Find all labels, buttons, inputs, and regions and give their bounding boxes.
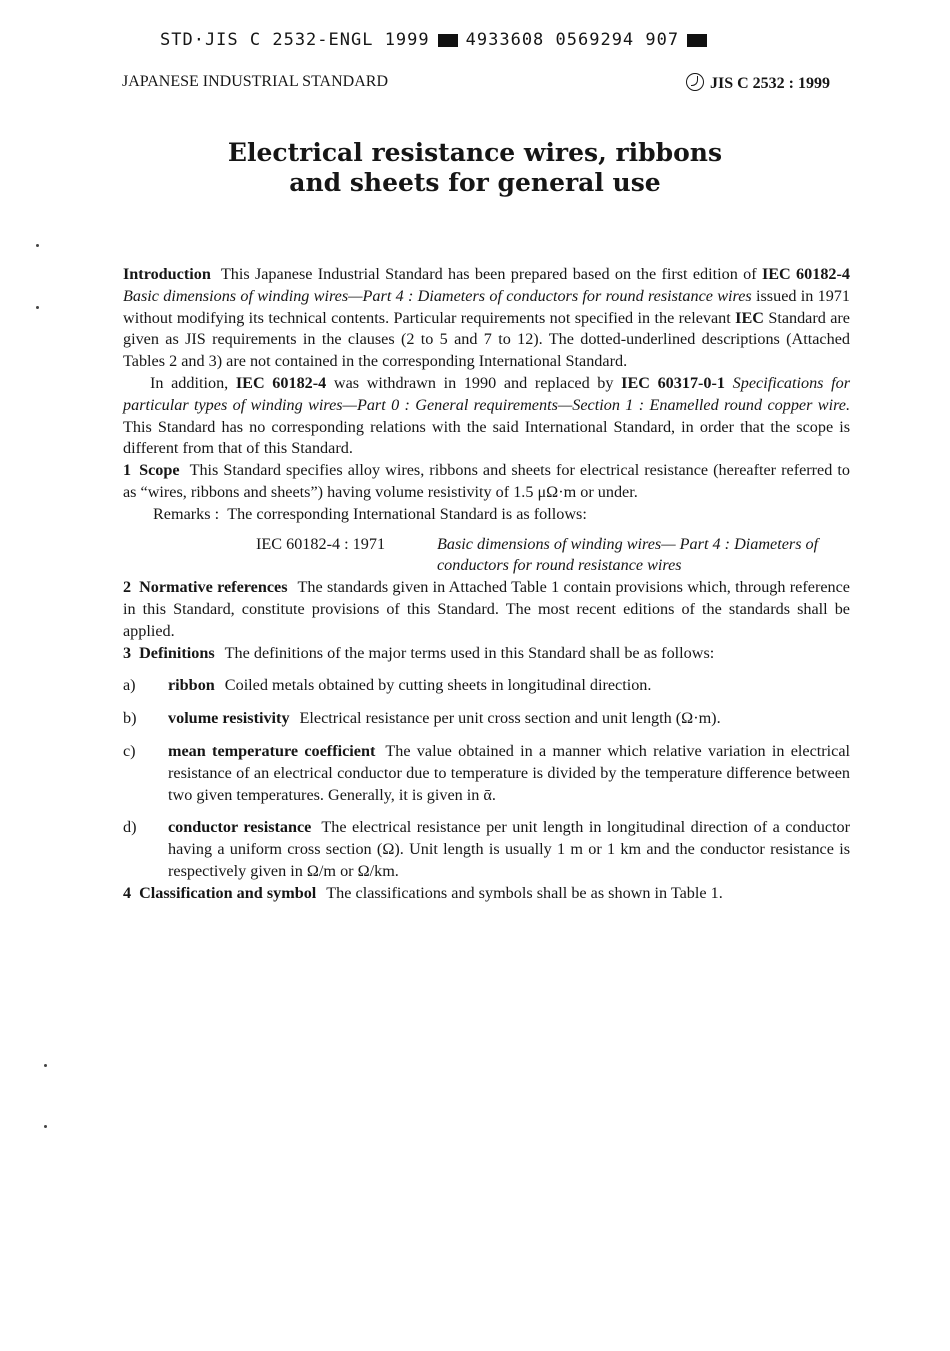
definition-item bbox=[123, 708, 850, 730]
standard-label: JAPANESE INDUSTRIAL STANDARD bbox=[122, 73, 388, 90]
definition-text: Coiled metals obtained by cutting sheets in longitudinal direction. bbox=[224, 676, 652, 695]
definition-item bbox=[123, 741, 850, 806]
normative-heading: Normative references bbox=[139, 578, 288, 597]
normative-references-paragraph bbox=[123, 577, 850, 642]
remarks-text: The corresponding International Standard is as follows: bbox=[227, 504, 587, 523]
scope-text: This Standard specifies alloy wires, ribbons and sheets for electrical resistance (hereafter referred to as “wires, ribbons and sheets”) having volume resistivity of 1.5 μΩ·m or under. bbox=[123, 461, 850, 501]
document-control-code bbox=[160, 30, 715, 50]
barcode-block-icon bbox=[438, 34, 458, 47]
definition-term: mean temperature coefficient bbox=[168, 741, 376, 760]
scan-speck bbox=[36, 244, 39, 247]
normative-number: 2 bbox=[123, 578, 132, 597]
jis-number-text: JIS C 2532 : 1999 bbox=[709, 75, 830, 92]
scope-number: 1 bbox=[123, 461, 132, 480]
definition-label: d) bbox=[123, 818, 137, 837]
classification-number: 4 bbox=[123, 883, 132, 902]
intro-ref-title: Basic dimensions of winding wires—Part 4 : Diameters of conductors for round resistance wires bbox=[123, 286, 752, 305]
title-line-2: and sheets for general use bbox=[289, 168, 661, 197]
definition-label: a) bbox=[123, 676, 136, 695]
classification-paragraph bbox=[123, 883, 850, 905]
definition-text: Electrical resistance per unit cross section and unit length (Ω·m). bbox=[299, 709, 721, 728]
definition-term: ribbon bbox=[168, 676, 215, 695]
classification-heading: Classification and symbol bbox=[139, 883, 317, 902]
definitions-text: The definitions of the major terms used in this Standard shall be as follows: bbox=[224, 643, 715, 662]
introduction-paragraph-1 bbox=[123, 264, 850, 373]
control-code-right: 4933608 0569294 907 bbox=[465, 30, 680, 50]
remarks-label: Remarks : bbox=[153, 504, 220, 523]
intro2-text: In addition, bbox=[150, 373, 236, 392]
intro2-ref-1: IEC 60182-4 bbox=[235, 373, 327, 392]
intro-text-2: issued in 1971 without modifying its technical contents. Particular requirements not specified in the relevant bbox=[123, 286, 850, 327]
jis-number bbox=[686, 73, 830, 93]
intro2-text-2: was withdrawn in 1990 and replaced by bbox=[326, 373, 622, 392]
definition-term: conductor resistance bbox=[168, 818, 312, 837]
remarks-reference bbox=[123, 534, 850, 578]
reference-code: IEC 60182-4 : 1971 bbox=[256, 534, 386, 553]
definitions-paragraph bbox=[123, 643, 850, 665]
page-title bbox=[0, 138, 950, 198]
definition-label: c) bbox=[123, 741, 136, 760]
intro2-ref-title: Specifications for particular types of winding wires—Part 0 : General requirements—Section 1 : Enamelled round copper wire. bbox=[123, 373, 850, 414]
definitions-number: 3 bbox=[123, 643, 132, 662]
normative-text: The standards given in Attached Table 1 contain provisions which, through reference in this Standard, constitute provisions of this Standard. The most recent editions of the standards shall be applied. bbox=[123, 578, 850, 640]
intro-text: This Japanese Industrial Standard has been prepared based on the first edition of bbox=[220, 265, 762, 283]
jis-mark-icon bbox=[686, 73, 704, 91]
scan-speck bbox=[44, 1125, 47, 1128]
control-code-left: STD·JIS C 2532-ENGL 1999 bbox=[160, 30, 430, 50]
intro2-ref-2: IEC 60317-0-1 bbox=[621, 373, 726, 392]
definition-text: The electrical resistance per unit length in longitudinal direction of a conductor having a uniform cross section (Ω). Unit length is usually 1 m or 1 km and the conductor resistance is respectively given in Ω/m or Ω/km. bbox=[168, 818, 850, 880]
intro-ref: IEC 60182-4 bbox=[761, 265, 850, 283]
remarks bbox=[123, 504, 850, 526]
intro-iec: IEC bbox=[735, 308, 764, 327]
definition-term: volume resistivity bbox=[168, 709, 290, 728]
scope-heading: Scope bbox=[139, 461, 180, 480]
introduction-heading: Introduction bbox=[123, 265, 211, 283]
definition-text: The value obtained in a manner which relative variation in electrical resistance of an electrical conductor due to temperature is divided by the temperature difference between two given temperatures. Generally, it is given in ᾱ. bbox=[168, 741, 851, 804]
reference-title: Basic dimensions of winding wires— Part 4 : Diameters of conductors for round resistance wires bbox=[437, 534, 819, 575]
barcode-block-icon bbox=[687, 34, 707, 47]
scan-speck bbox=[44, 1064, 47, 1067]
introduction-paragraph-2 bbox=[123, 373, 850, 460]
document-body bbox=[123, 264, 850, 905]
scan-speck bbox=[36, 306, 39, 309]
definitions-heading: Definitions bbox=[139, 643, 215, 662]
definition-label: b) bbox=[123, 709, 137, 728]
classification-text: The classifications and symbols shall be as shown in Table 1. bbox=[326, 883, 723, 902]
title-line-1: Electrical resistance wires, ribbons bbox=[227, 138, 723, 167]
definition-item bbox=[123, 675, 850, 697]
scope-paragraph bbox=[123, 460, 850, 504]
intro-text-3: Standard are given as JIS requirements in the clauses (2 to 5 and 7 to 12). The dotted-underlined descriptions (Attached Tables 2 and 3) are not contained in the corresponding International Standard. bbox=[123, 308, 850, 371]
intro2-text-3: This Standard has no corresponding relations with the said International Standard, in order that the scope is different from that of this Standard. bbox=[123, 417, 850, 458]
definition-item bbox=[123, 817, 850, 882]
